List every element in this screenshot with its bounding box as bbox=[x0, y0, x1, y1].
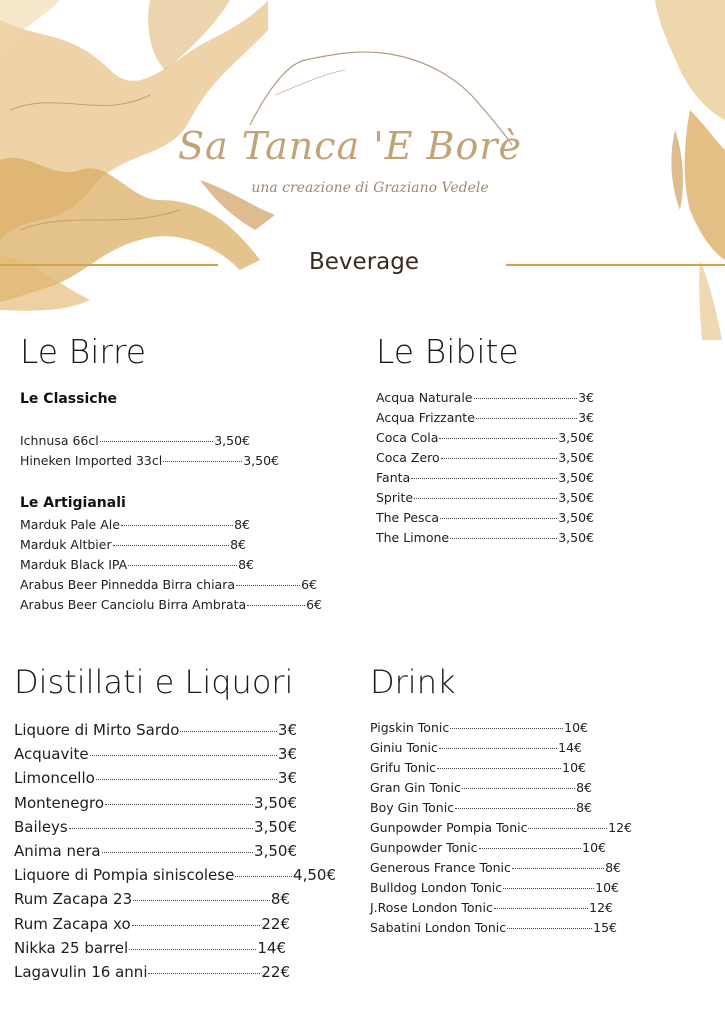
menu-item: Sprite 3,50€ bbox=[376, 490, 594, 505]
menu-item: Sabatini London Tonic 15€ bbox=[370, 920, 617, 935]
menu-item: Anima nera 3,50€ bbox=[14, 841, 297, 860]
menu-item: Rum Zacapa xo 22€ bbox=[14, 914, 290, 933]
subsection-title-artigianali: Le Artigianali bbox=[20, 495, 126, 511]
menu-item: Marduk Altbier 8€ bbox=[20, 537, 246, 552]
menu-item: Rum Zacapa 23 8€ bbox=[14, 890, 290, 909]
menu-item: Bulldog London Tonic 10€ bbox=[370, 880, 619, 895]
menu-list-bibite bbox=[376, 388, 594, 548]
menu-item: Giniu Tonic 14€ bbox=[370, 740, 582, 755]
logo-title: Sa Tanca 'E Borè bbox=[177, 124, 523, 168]
menu-item: Montenegro 3,50€ bbox=[14, 793, 297, 812]
band-title: Beverage bbox=[309, 249, 419, 275]
menu-item: Gunpowder Tonic 10€ bbox=[370, 840, 606, 855]
menu-item: Marduk Pale Ale 8€ bbox=[20, 517, 250, 532]
menu-list-classiche bbox=[20, 431, 279, 471]
menu-item: The Pesca 3,50€ bbox=[376, 510, 594, 525]
menu-item: Coca Zero 3,50€ bbox=[376, 450, 594, 465]
menu-item: Limoncello 3€ bbox=[14, 769, 297, 788]
menu-item: Lagavulin 16 anni 22€ bbox=[14, 962, 290, 981]
menu-list-drink bbox=[370, 718, 632, 938]
menu-item: Acqua Frizzante 3€ bbox=[376, 410, 594, 425]
section-title-distillati: Distillati e Liquori bbox=[14, 663, 294, 701]
menu-item: J.Rose London Tonic 12€ bbox=[370, 900, 613, 915]
menu-item: Arabus Beer Pinnedda Birra chiara 6€ bbox=[20, 577, 317, 592]
menu-item: Liquore di Pompia siniscolese 4,50€ bbox=[14, 866, 336, 885]
menu-item: Nikka 25 barrel 14€ bbox=[14, 938, 286, 957]
menu-item: Hineken Imported 33cl 3,50€ bbox=[20, 453, 279, 468]
logo-subtitle: una creazione di Graziano Vedele bbox=[251, 180, 489, 196]
menu-item: Generous France Tonic 8€ bbox=[370, 860, 621, 875]
menu-item: Grifu Tonic 10€ bbox=[370, 760, 586, 775]
menu-item: Pigskin Tonic 10€ bbox=[370, 720, 588, 735]
menu-item: Acqua Naturale 3€ bbox=[376, 390, 594, 405]
menu-item: Baileys 3,50€ bbox=[14, 817, 297, 836]
menu-item: Acquavite 3€ bbox=[14, 745, 297, 764]
marble-gold-decoration bbox=[0, 0, 725, 340]
menu-item: Gran Gin Tonic 8€ bbox=[370, 780, 592, 795]
divider-right bbox=[506, 264, 725, 266]
menu-item: Ichnusa 66cl 3,50€ bbox=[20, 433, 250, 448]
menu-item: Boy Gin Tonic 8€ bbox=[370, 800, 592, 815]
menu-item: Marduk Black IPA 8€ bbox=[20, 557, 254, 572]
section-title-birre: Le Birre bbox=[20, 332, 147, 371]
menu-item: Coca Cola 3,50€ bbox=[376, 430, 594, 445]
menu-item: Fanta 3,50€ bbox=[376, 470, 594, 485]
menu-item: Liquore di Mirto Sardo 3€ bbox=[14, 721, 297, 739]
section-title-drink: Drink bbox=[370, 663, 456, 701]
menu-item: Arabus Beer Canciolu Birra Ambrata 6€ bbox=[20, 597, 322, 612]
menu-item: Gunpowder Pompia Tonic 12€ bbox=[370, 820, 632, 835]
menu-list-artigianali bbox=[20, 515, 325, 615]
menu-list-distillati bbox=[14, 718, 336, 984]
subsection-title-classiche: Le Classiche bbox=[20, 391, 118, 407]
menu-item: The Limone 3,50€ bbox=[376, 530, 594, 545]
section-title-bibite: Le Bibite bbox=[376, 332, 519, 371]
